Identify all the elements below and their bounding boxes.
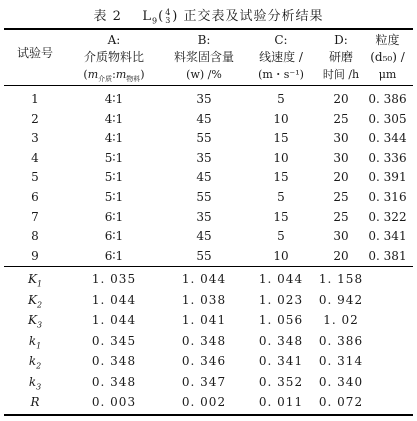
statistic-value-d: 1. 02 bbox=[323, 313, 359, 327]
statistic-value-d: 0. 942 bbox=[318, 292, 364, 307]
statistic-value-c: 1. 044 bbox=[258, 272, 304, 286]
ratio-cell: 5∶1 bbox=[104, 150, 124, 165]
ratio-cell: 6∶1 bbox=[104, 248, 124, 263]
solids-cell: 55 bbox=[196, 190, 212, 204]
ratio-cell: 6∶1 bbox=[104, 229, 124, 244]
statistic-label: $k_1$ bbox=[28, 333, 42, 350]
analysis-row bbox=[0, 351, 417, 371]
speed-cell: 10 bbox=[273, 248, 289, 263]
trial-number-cell: 9 bbox=[31, 248, 39, 263]
statistic-label: $k_2$ bbox=[28, 354, 42, 371]
statistic-label: $K_1$ bbox=[27, 272, 43, 289]
speed-cell: 5 bbox=[277, 190, 285, 204]
time-cell: 30 bbox=[333, 131, 349, 146]
trial-number-cell: 1 bbox=[31, 92, 39, 106]
statistic-value-a: 0. 003 bbox=[91, 395, 137, 409]
solids-cell: 55 bbox=[196, 248, 212, 263]
statistic-value-a: 0. 348 bbox=[91, 374, 137, 389]
top-rule bbox=[4, 28, 413, 30]
statistic-value-a: 0. 345 bbox=[91, 333, 137, 348]
statistic-value-a: 0. 348 bbox=[91, 354, 137, 368]
table-row bbox=[0, 148, 417, 168]
trial-number-cell: 6 bbox=[31, 190, 39, 204]
statistic-value-a: 1. 044 bbox=[91, 292, 137, 307]
header-factor-b: B: 料浆固含量 (w) /% bbox=[173, 33, 234, 81]
particle-size-cell: 0. 305 bbox=[368, 111, 407, 126]
header-rule bbox=[4, 85, 413, 86]
statistic-value-c: 1. 023 bbox=[258, 292, 304, 307]
statistic-value-d: 1. 158 bbox=[318, 272, 364, 286]
time-cell: 20 bbox=[333, 170, 349, 185]
statistic-value-d: 0. 072 bbox=[318, 395, 364, 409]
analysis-row bbox=[0, 269, 417, 289]
analysis-row bbox=[0, 310, 417, 330]
table-row bbox=[0, 207, 417, 227]
statistic-value-c: 0. 352 bbox=[258, 374, 304, 389]
table-number: 表 2 bbox=[93, 9, 122, 24]
statistic-value-c: 0. 341 bbox=[258, 354, 304, 368]
speed-cell: 15 bbox=[273, 131, 289, 146]
statistic-value-c: 1. 056 bbox=[258, 313, 304, 327]
speed-cell: 10 bbox=[273, 150, 289, 165]
trial-number-cell: 4 bbox=[31, 150, 39, 165]
statistic-value-c: 0. 348 bbox=[258, 333, 304, 348]
particle-size-cell: 0. 336 bbox=[368, 150, 407, 165]
statistic-value-d: 0. 340 bbox=[318, 374, 364, 389]
speed-cell: 5 bbox=[277, 229, 285, 244]
particle-size-cell: 0. 391 bbox=[368, 170, 407, 185]
statistic-value-b: 0. 348 bbox=[181, 333, 227, 348]
bottom-rule bbox=[4, 414, 413, 416]
analysis-row bbox=[0, 290, 417, 310]
middle-rule bbox=[4, 266, 413, 267]
solids-cell: 45 bbox=[196, 170, 212, 185]
speed-cell: 10 bbox=[273, 111, 289, 126]
trial-number-cell: 5 bbox=[31, 170, 39, 185]
table-row bbox=[0, 246, 417, 266]
table-row bbox=[0, 226, 417, 246]
particle-size-cell: 0. 381 bbox=[368, 248, 407, 263]
time-cell: 25 bbox=[333, 190, 349, 204]
speed-cell: 5 bbox=[277, 92, 285, 106]
ratio-cell: 5∶1 bbox=[104, 190, 124, 204]
statistic-value-d: 0. 314 bbox=[318, 354, 364, 368]
trial-number-cell: 7 bbox=[31, 209, 39, 224]
ratio-cell: 4∶1 bbox=[104, 92, 124, 106]
statistic-label: $k_3$ bbox=[28, 374, 42, 391]
particle-size-cell: 0. 344 bbox=[368, 131, 407, 146]
solids-cell: 35 bbox=[196, 150, 212, 165]
solids-cell: 55 bbox=[196, 131, 212, 146]
time-cell: 25 bbox=[333, 111, 349, 126]
orthogonal-symbol: $L_9$( 4 3 ) bbox=[142, 7, 179, 26]
particle-size-cell: 0. 341 bbox=[368, 229, 407, 244]
speed-cell: 15 bbox=[273, 170, 289, 185]
table-row bbox=[0, 128, 417, 148]
speed-cell: 15 bbox=[273, 209, 289, 224]
ratio-cell: 5∶1 bbox=[104, 170, 124, 185]
ratio-cell: 4∶1 bbox=[104, 111, 124, 126]
table-row bbox=[0, 187, 417, 207]
header-trial: 试验号 bbox=[16, 46, 53, 60]
header-factor-d: D: 研磨 时间 /h bbox=[322, 33, 360, 81]
statistic-value-b: 1. 041 bbox=[181, 313, 227, 327]
header-particle-size: 粒度 (d₅₀) / μm bbox=[370, 33, 405, 81]
statistic-value-b: 0. 347 bbox=[181, 374, 227, 389]
solids-cell: 45 bbox=[196, 229, 212, 244]
time-cell: 30 bbox=[333, 150, 349, 165]
solids-cell: 35 bbox=[196, 209, 212, 224]
table-title: 正交表及试验分析结果 bbox=[183, 9, 324, 24]
solids-cell: 35 bbox=[196, 92, 212, 106]
time-cell: 30 bbox=[333, 229, 349, 244]
trial-number-cell: 8 bbox=[31, 229, 39, 244]
statistic-value-a: 1. 044 bbox=[91, 313, 137, 327]
ratio-cell: 4∶1 bbox=[104, 131, 124, 146]
statistic-value-b: 1. 038 bbox=[181, 292, 227, 307]
table-caption bbox=[0, 5, 417, 26]
statistic-value-a: 1. 035 bbox=[91, 272, 137, 286]
ratio-cell: 6∶1 bbox=[104, 209, 124, 224]
analysis-row bbox=[0, 392, 417, 412]
analysis-row bbox=[0, 331, 417, 351]
statistic-value-b: 1. 044 bbox=[181, 272, 227, 286]
statistic-value-d: 0. 386 bbox=[318, 333, 364, 348]
solids-cell: 45 bbox=[196, 111, 212, 126]
trial-number-cell: 3 bbox=[31, 131, 39, 146]
analysis-row bbox=[0, 372, 417, 392]
particle-size-cell: 0. 322 bbox=[368, 209, 407, 224]
statistic-value-b: 0. 002 bbox=[181, 395, 227, 409]
statistic-label: R bbox=[30, 395, 40, 409]
time-cell: 25 bbox=[333, 209, 349, 224]
table-row bbox=[0, 109, 417, 129]
statistic-label: $K_3$ bbox=[27, 313, 43, 330]
statistic-value-b: 0. 346 bbox=[181, 354, 227, 368]
particle-size-cell: 0. 386 bbox=[368, 92, 407, 106]
time-cell: 20 bbox=[333, 248, 349, 263]
time-cell: 20 bbox=[333, 92, 349, 106]
header-factor-a: A: 介质物料比 $(m_{介质}:m_{物料})$ bbox=[83, 33, 145, 84]
header-factor-c: C: 线速度 / (m・s⁻¹) bbox=[258, 33, 304, 81]
particle-size-cell: 0. 316 bbox=[368, 190, 407, 204]
statistic-label: $K_2$ bbox=[27, 292, 43, 309]
trial-number-cell: 2 bbox=[31, 111, 39, 126]
statistic-value-c: 0. 011 bbox=[258, 395, 304, 409]
table-row bbox=[0, 89, 417, 109]
exponent-fraction: 4 3 bbox=[165, 7, 172, 25]
table-row bbox=[0, 167, 417, 187]
